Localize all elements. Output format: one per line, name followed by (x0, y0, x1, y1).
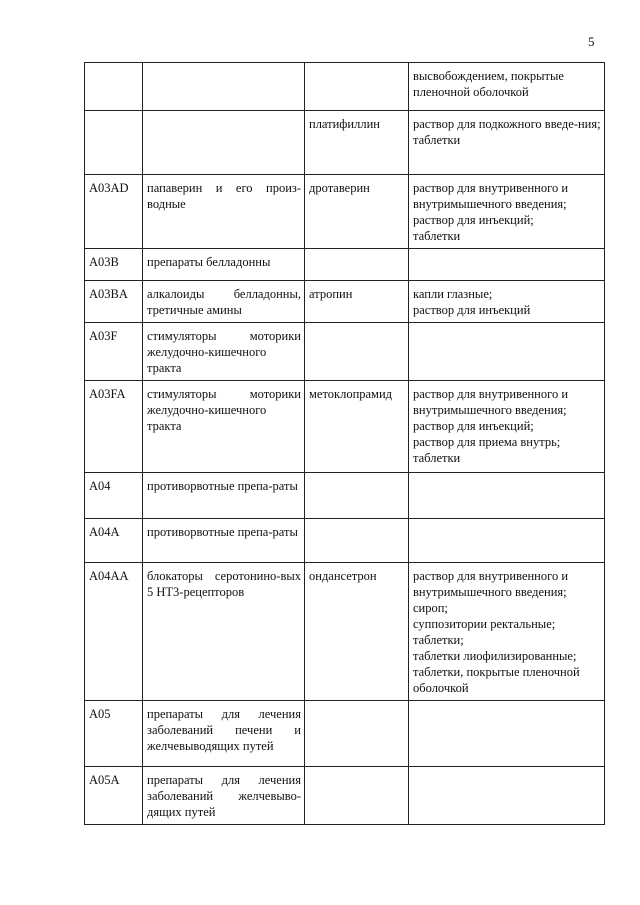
substance-cell (305, 249, 409, 281)
group-name-cell (143, 63, 305, 111)
dosage-form-line: раствор для инъекций; (413, 213, 534, 227)
substance-cell: атропин (305, 281, 409, 323)
atc-code-cell: A03F (85, 323, 143, 381)
group-name-cell: стимуляторы моторики желудочно-кишечного тракта (143, 381, 305, 473)
dosage-form-line: суппозитории ректальные; (413, 617, 556, 631)
substance-cell (305, 473, 409, 519)
drug-table (84, 62, 605, 825)
substance-cell: метоклопрамид (305, 381, 409, 473)
dosage-forms-cell (409, 175, 605, 249)
atc-code-cell: A04 (85, 473, 143, 519)
dosage-form-line: раствор для приема внутрь; (413, 435, 561, 449)
table-row (85, 519, 605, 563)
dosage-form-line: раствор для подкожного введе-ния; (413, 117, 601, 131)
dosage-forms-cell (409, 473, 605, 519)
group-name-cell (143, 111, 305, 175)
substance-cell (305, 767, 409, 825)
dosage-forms-cell (409, 519, 605, 563)
substance-cell (305, 701, 409, 767)
atc-code-cell: A04AA (85, 563, 143, 701)
dosage-forms-cell (409, 767, 605, 825)
group-name-cell: стимуляторы моторики желудочно-кишечного тракта (143, 323, 305, 381)
table-row (85, 323, 605, 381)
table-row (85, 563, 605, 701)
dosage-form-line: таблетки (413, 451, 461, 465)
table-row (85, 381, 605, 473)
dosage-forms-cell (409, 249, 605, 281)
dosage-form-line: таблетки; (413, 633, 464, 647)
table-row (85, 63, 605, 111)
table-row (85, 175, 605, 249)
table-body (85, 63, 605, 825)
dosage-form-line: таблетки (413, 229, 461, 243)
atc-code-cell: A04A (85, 519, 143, 563)
group-name-cell: алкалоиды белладонны, третичные амины (143, 281, 305, 323)
dosage-forms-cell (409, 111, 605, 175)
dosage-form-line: раствор для внутривенного и внутримышечного введения; (413, 569, 569, 599)
dosage-forms-cell (409, 701, 605, 767)
page-number: 5 (588, 34, 595, 49)
dosage-form-line: таблетки лиофилизированные; (413, 649, 577, 663)
dosage-forms-cell (409, 563, 605, 701)
group-name-cell: препараты белладонны (143, 249, 305, 281)
table-row (85, 701, 605, 767)
substance-cell: платифиллин (305, 111, 409, 175)
atc-code-cell: A05A (85, 767, 143, 825)
substance-cell (305, 519, 409, 563)
group-name-cell: противорвотные препа-раты (143, 519, 305, 563)
dosage-forms-cell (409, 381, 605, 473)
substance-cell: дротаверин (305, 175, 409, 249)
dosage-form-line: раствор для инъекций; (413, 419, 534, 433)
dosage-form-line: раствор для инъекций (413, 303, 531, 317)
atc-code-cell: A03AD (85, 175, 143, 249)
dosage-forms-cell (409, 63, 605, 111)
table-row (85, 473, 605, 519)
dosage-form-line: капли глазные; (413, 287, 493, 301)
table-row (85, 767, 605, 825)
atc-code-cell (85, 63, 143, 111)
table-row (85, 249, 605, 281)
table-row (85, 111, 605, 175)
atc-code-cell: A03FA (85, 381, 143, 473)
dosage-form-line: высвобождением, покрытые пленочной оболочкой (413, 69, 564, 99)
dosage-form-line: таблетки (413, 133, 461, 147)
group-name-cell: препараты для лечения заболеваний печени и желчевыводящих путей (143, 701, 305, 767)
group-name-cell: препараты для лечения заболеваний желчевыво-дящих путей (143, 767, 305, 825)
atc-code-cell (85, 111, 143, 175)
group-name-cell: блокаторы серотонино-вых 5 НТ3-рецепторов (143, 563, 305, 701)
substance-cell (305, 63, 409, 111)
dosage-forms-cell (409, 323, 605, 381)
group-name-cell: противорвотные препа-раты (143, 473, 305, 519)
atc-code-cell: A05 (85, 701, 143, 767)
dosage-form-line: раствор для внутривенного и внутримышечного введения; (413, 387, 569, 417)
dosage-form-line: раствор для внутривенного и внутримышечного введения; (413, 181, 569, 211)
dosage-forms-cell (409, 281, 605, 323)
table-row (85, 281, 605, 323)
dosage-form-line: сироп; (413, 601, 448, 615)
group-name-cell: папаверин и его произ-водные (143, 175, 305, 249)
dosage-form-line: таблетки, покрытые пленочной оболочкой (413, 665, 580, 695)
atc-code-cell: A03BA (85, 281, 143, 323)
substance-cell: ондансетрон (305, 563, 409, 701)
atc-code-cell: A03B (85, 249, 143, 281)
substance-cell (305, 323, 409, 381)
